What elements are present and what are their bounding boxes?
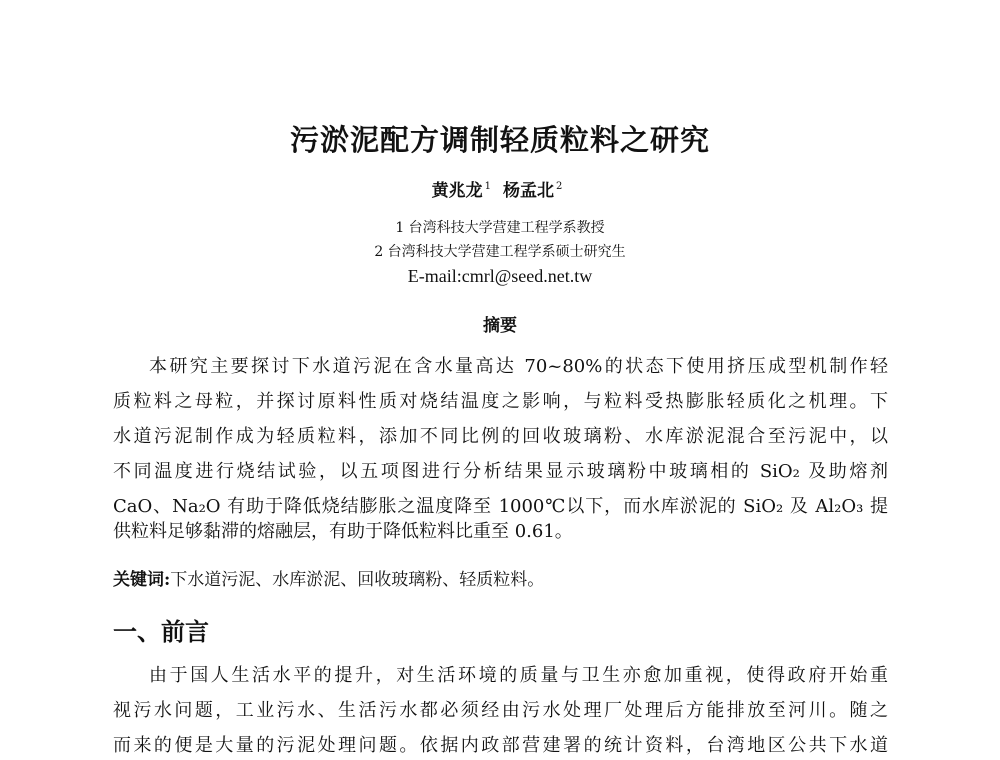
author-affiliation-mark: 1 <box>484 181 492 193</box>
author-list <box>0 176 1000 201</box>
author-name: 杨孟北 <box>502 181 554 201</box>
affiliation-2: 2 台湾科技大学营建工程学系硕士研究生 <box>374 244 626 260</box>
abstract-heading: 摘要 <box>483 316 517 336</box>
abstract-line: CaO、Na₂O 有助于降低烧结膨胀之温度降至 1000℃以下，而水库淤泥的 SiO₂ 及 Al₂O₃ 提 <box>113 496 888 517</box>
author-affiliation-mark: 2 <box>555 181 563 193</box>
keywords <box>113 565 544 590</box>
contact-email: E-mail:cmrl@seed.net.tw <box>407 266 593 286</box>
affiliation-1: 1 台湾科技大学营建工程学系教授 <box>395 220 605 236</box>
abstract-line: 不同温度进行烧结试验，以五项图进行分析结果显示玻璃粉中玻璃相的 SiO₂ 及助熔剂 <box>113 461 888 482</box>
body-line: 由于国人生活水平的提升，对生活环境的质量与卫生亦愈加重视，使得政府开始重 <box>149 665 888 686</box>
abstract-line: 质粒料之母粒，并探讨原料性质对烧结温度之影响，与粒料受热膨胀轻质化之机理。下 <box>113 391 888 412</box>
keywords-label: 关键词: <box>113 570 171 590</box>
abstract-line: 本研究主要探讨下水道污泥在含水量高达 70~80%的状态下使用挤压成型机制作轻 <box>149 356 888 377</box>
abstract-line: 水道污泥制作成为轻质粒料，添加不同比例的回收玻璃粉、水库淤泥混合至污泥中，以 <box>113 426 888 447</box>
body-line: 视污水问题，工业污水、生活污水都必须经由污水处理厂处理后方能排放至河川。随之 <box>113 700 888 721</box>
body-line: 而来的便是大量的污泥处理问题。依据内政部营建署的统计资料，台湾地区公共下水道 <box>113 735 888 756</box>
keywords-text: 下水道污泥、水库淤泥、回收玻璃粉、轻质粒料。 <box>170 570 545 590</box>
abstract-line: 供粒料足够黏滞的熔融层，有助于降低粒料比重至 0.61。 <box>113 521 573 542</box>
section-heading: 一、前言 <box>113 617 209 646</box>
author-name: 黄兆龙 <box>431 181 483 201</box>
paper-title: 污淤泥配方调制轻质粒料之研究 <box>289 123 710 157</box>
